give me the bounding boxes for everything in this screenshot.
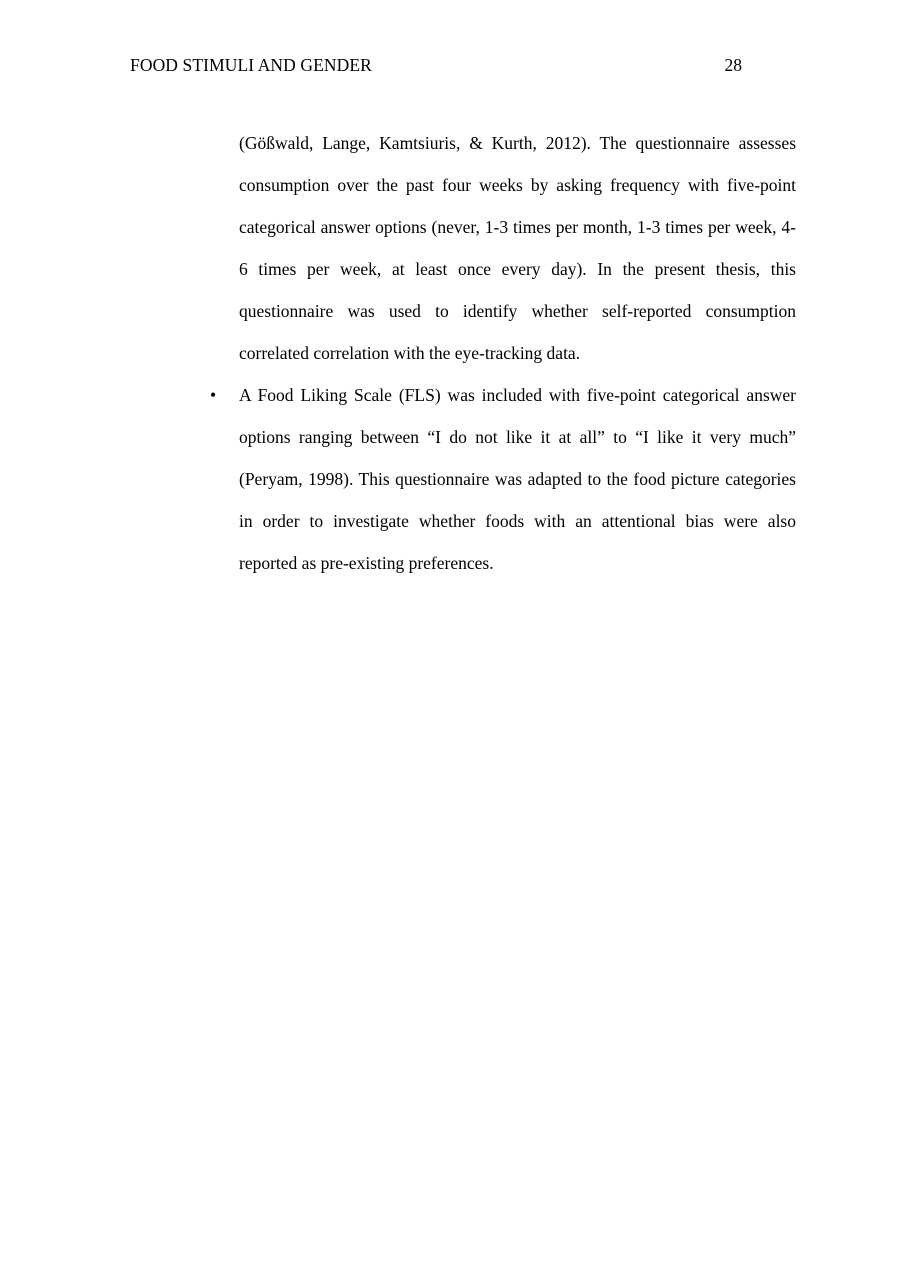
- bullet-item-text: A Food Liking Scale (FLS) was included with five-point categorical answer options ranging between “I do not like it at all” to “I like it very much” (Peryam, 1998). This questionnaire was adapted to the food picture categories in order to investigate whether foods with an attentional bias were also reported as pre-existing preferences.: [239, 385, 796, 573]
- page-number: 28: [724, 55, 742, 75]
- running-head: FOOD STIMULI AND GENDER: [130, 55, 372, 75]
- bullet-list-item: [210, 374, 796, 584]
- bullet-marker: •: [210, 385, 217, 405]
- continued-paragraph: (Gößwald, Lange, Kamtsiuris, & Kurth, 2012). The questionnaire assesses consumption over the past four weeks by asking frequency with five-point categorical answer options (never, 1-3 times per month, 1-3 times per week, 4-6 times per week, at least once every day). In the present thesis, this questionnaire was used to identify whether self-reported consumption correlated correlation with the eye-tracking data.: [239, 133, 796, 363]
- body-text: [210, 122, 796, 584]
- page-header: [130, 54, 742, 76]
